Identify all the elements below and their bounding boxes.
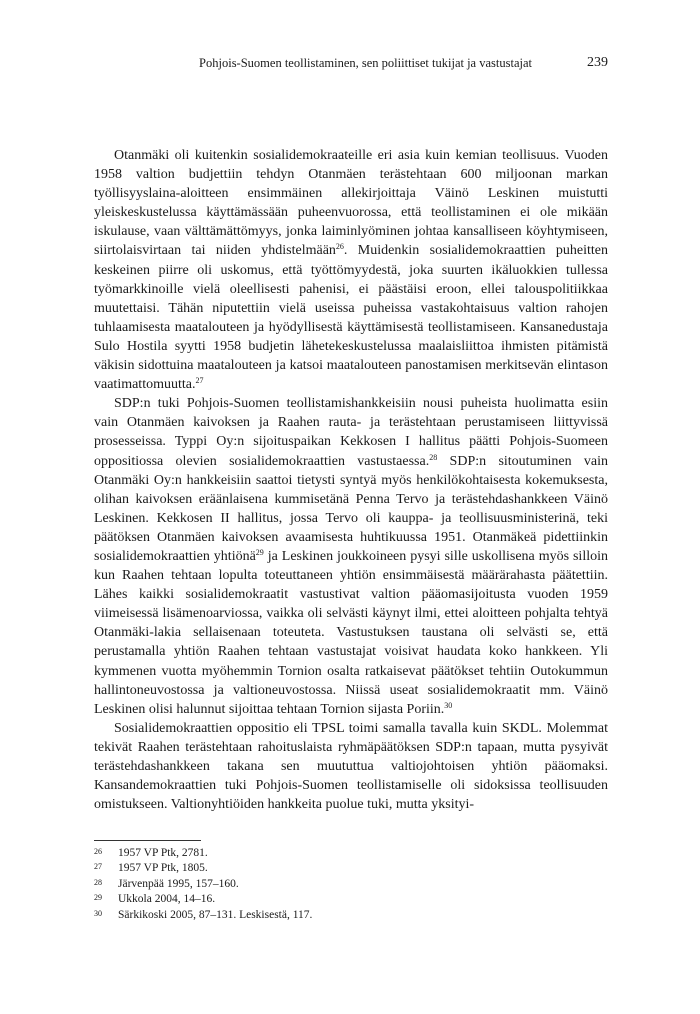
footnotes: [94, 846, 608, 923]
text-run: . Muidenkin sosialidemokraattien puheitten keskeinen piirre oli uskomus, että työttömyydestä, joka suurten ikäluokkien tullessa työmarkkinoille vielä oleellisesti pahenisi, ei päästäisi eroon, ellei talouspolitiikkaa muutettaisi. Tähän niputettiin vielä useissa puheissa vastakohtaisuus valtion rahojen tuhlaamisesta maatalouteen ja hyödyllisestä käyttämisestä teollistamiseen. Kansanedustaja Sulo Hostila syytti 1958 budjetin lähetekeskustelussa maalaisliittoa ihmisten pitämistä väkisin sidottuina maatalouteen ja katsoi maatalouteen panostamisen merkitsevän elintason vaatimattomuutta.: [94, 243, 608, 393]
body-text: [94, 146, 608, 814]
paragraph-1: [94, 146, 608, 394]
footnote-ref: 30: [444, 700, 453, 710]
paragraph-2: [94, 394, 608, 719]
text-run: SDP:n tuki Pohjois-Suomen teollistamishankkeisiin nousi puheista huolimatta esiin vain Otanmäen kaivoksen ja Raahen rauta- ja terästehtaan perustamiseen liittyvissä prosesseissa. Typpi Oy:n sijoituspaikan Kekkosen I hallitus päätti Pohjois-Suomeen oppositiossa olevien sosialidemokraattien vastustaessa.: [94, 396, 608, 469]
footnote: [94, 892, 608, 907]
footnote-ref: 29: [255, 547, 264, 557]
footnote: [94, 877, 608, 892]
footnote-number: 27: [94, 862, 102, 872]
footnote-text: Järvenpää 1995, 157–160.: [118, 877, 239, 890]
footnote-ref: 26: [335, 242, 344, 252]
text-run: SDP:n sitoutuminen vain Otanmäki Oy:n hankkeisiin saattoi tietysti syntyä myös henkilökohtaisesta kokemuksesta, olihan kaivoksen eräänlaisena kummisetänä Penna Tervo ja terästehdashankkeen Väinö Leskinen. Kekkosen II hallitus, jossa Tervo oli kauppa- ja teollisuusministerinä, teki päätöksen Otanmäen kaivoksen avaamisesta huhtikuussa 1951. Otanmäkeä pidettiinkin sosialidemokraattien yhtiönä: [94, 453, 608, 564]
running-header: [94, 56, 608, 76]
text-run: Sosialidemokraattien oppositio eli TPSL toimi samalla tavalla kuin SKDL. Molemmat tekivät Raahen terästehtaan rahoituslaista ryhmäpäätöksen SDP:n tapaan, mutta pysyivät terästehdashankkeen takana sen muututtua valtiojohtoisen yhtiön pääomaksi. Kansandemokraattien tuki Pohjois-Suomen teollistamiselle oli sidoksissa teollisuuden omistukseen. Valtionyhtiöiden hankkeita puolue tuki, mutta yksityi-: [94, 720, 608, 813]
running-title: Pohjois-Suomen teollistaminen, sen poliittiset tukijat ja vastustajat: [199, 56, 532, 70]
footnote-ref: 28: [429, 452, 438, 462]
footnote-number: 28: [94, 877, 102, 887]
footnote: [94, 861, 608, 876]
footnote-divider: [94, 840, 201, 841]
footnote-number: 26: [94, 847, 102, 856]
footnote-text: Särkikoski 2005, 87–131. Leskisestä, 117.: [118, 908, 313, 921]
text-run: Otanmäki oli kuitenkin sosialidemokraateille eri asia kuin kemian teollisuus. Vuoden 1958 valtion budjettiin tehdyn Otanmäen terästehtaan 600 miljoonan markan työllisyyslaina-aloitteen ensimmäinen allekirjoittaja Väinö Leskinen muistutti yleiskeskustelussa käyttämässään puheenvuorossa, että teollistaminen ei ole mikään iskulause, vaan välttämättömyys, jonka laiminlyöminen johtaa kansalliseen köyhtymiseen, siirtolaisvirtaan tai niiden yhdistelmään: [94, 148, 608, 259]
footnote-text: 1957 VP Ptk, 1805.: [118, 862, 208, 875]
footnote-text: 1957 VP Ptk, 2781.: [118, 847, 208, 859]
footnote: [94, 846, 608, 861]
footnote-number: 30: [94, 908, 102, 918]
footnote-number: 29: [94, 893, 102, 903]
text-run: ja Leskinen joukkoineen pysyi sille uskollisena myös silloin kun Raahen tehtaan lopulta toteuttaneen yhtiön ensimmäisestä määrärahasta päätettiin. Lähes kaikki sosialidemokraatit vastustivat valtion pääomasijoitusta vuoden 1959 viimeisessä lisämenoarviossa, vaikka oli selvästi käynyt ilmi, ettei aloitteen pohjalta tehtyä Otanmäki-lakia sellaisenaan toteuteta. Vastustuksen taustana oli selvästi se, että perustamalla yhtiön Raahen tehtaan vastustajat voisivat haudata koko hankkeen. Yli kymmenen vuotta myöhemmin Tornion osalta ratkaisevat päätökset tehtiin Outokummun hallintoneuvostossa ja valtioneuvostossa. Niissä useat sosialidemokraatit mm. Väinö Leskinen olisi halunnut sijoittaa tehtaan Tornion sijasta Poriin.: [94, 548, 608, 717]
footnote: [94, 908, 608, 923]
footnote-ref: 27: [195, 376, 204, 386]
paragraph-3: [94, 719, 608, 814]
footnote-text: Ukkola 2004, 14–16.: [118, 893, 216, 906]
page-number: 239: [587, 55, 608, 70]
